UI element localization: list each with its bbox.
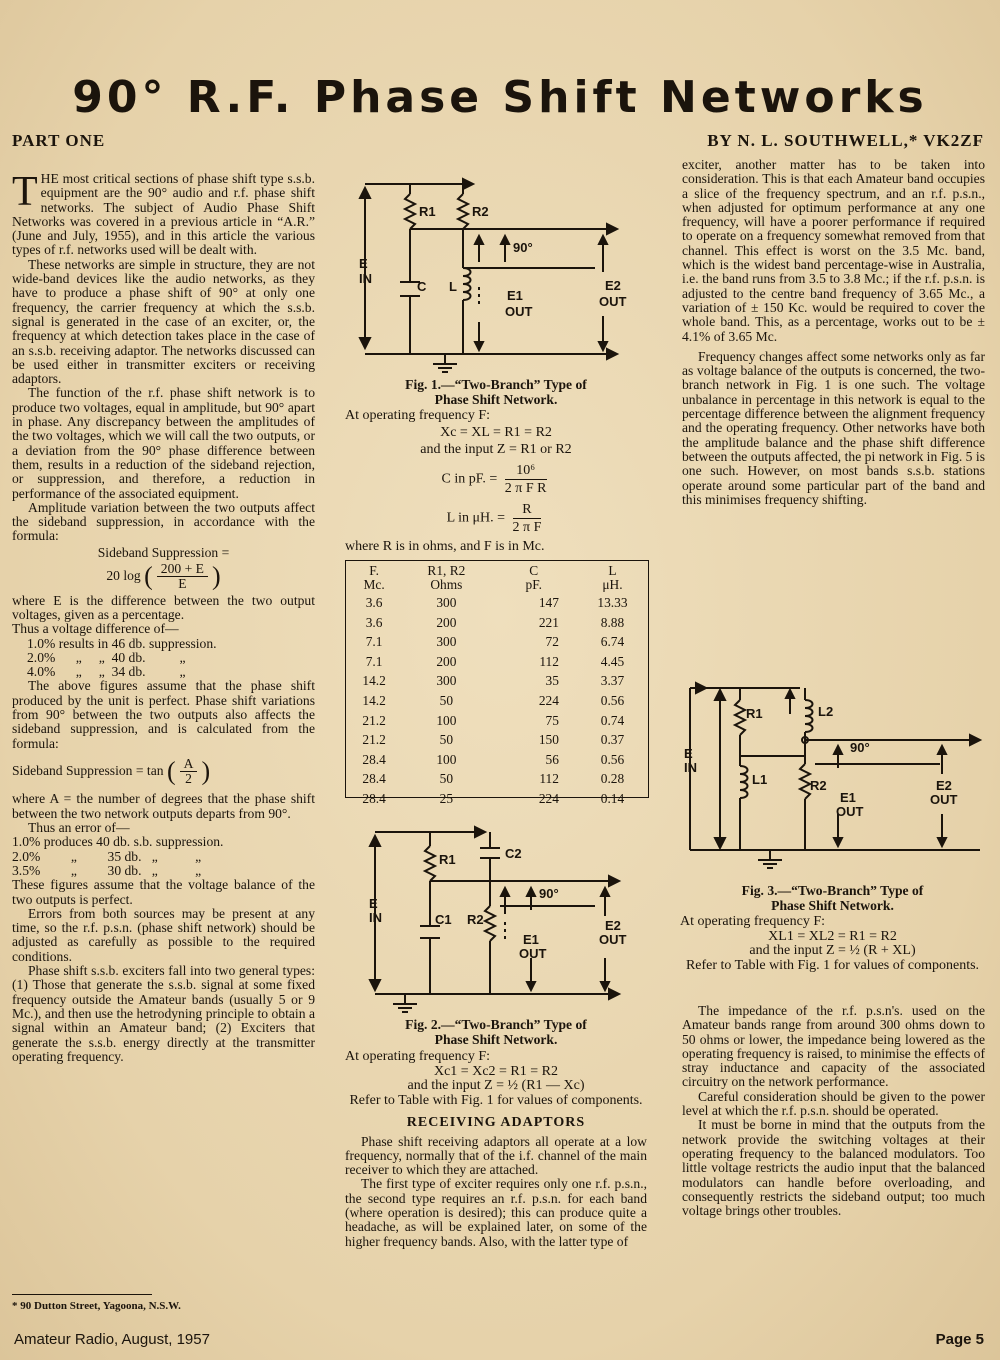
fig3-line: and the input Z = ½ (R + XL) bbox=[749, 943, 916, 958]
table-cell: 0.56 bbox=[600, 692, 625, 708]
table-cell: 200 bbox=[436, 653, 457, 669]
formula-numerator: A bbox=[180, 757, 198, 772]
table-header: L μH. bbox=[602, 563, 623, 592]
paragraph: THE most critical sections of phase shift type s.s.b. equipment are the 90° audio and r.f. phase shift networks. The subject of Audio Phase Shift Networks was covered in a previous article in “A.R.” (June and July, 1955), and in this article the various types of r.f. networks used will be dealt with. bbox=[12, 169, 315, 258]
paragraph: Careful consideration should be given to the power level at which the r.f. p.s.n. should be operated. bbox=[682, 1088, 985, 1119]
fig2-line: Xc1 = Xc2 = R1 = R2 bbox=[433, 1063, 558, 1079]
fig3-line: XL1 = XL2 = R1 = R2 bbox=[768, 928, 897, 944]
fig2-schematic bbox=[355, 818, 645, 1018]
table-cell: 0.14 bbox=[600, 790, 625, 806]
fig1-formula-l: L in μH. = $\frac{R}{\text{2 π F}}$ bbox=[446, 502, 542, 535]
table-row bbox=[346, 711, 648, 731]
table-cell: 0.37 bbox=[600, 732, 625, 748]
fig2-label-in: IN bbox=[369, 910, 382, 925]
table-cell: 0.56 bbox=[600, 751, 625, 767]
fig3-label-e2: E2 bbox=[936, 778, 952, 793]
table-row bbox=[346, 632, 648, 652]
table-cell: 28.4 bbox=[362, 751, 386, 767]
column-3-bottom bbox=[682, 1004, 985, 1218]
part-label: PART ONE bbox=[12, 131, 106, 150]
fig3-label-r2: R2 bbox=[810, 778, 827, 793]
table-cell: 3.6 bbox=[365, 595, 383, 610]
table-row bbox=[346, 613, 648, 633]
fig3-label-in: IN bbox=[684, 760, 697, 775]
fig2-label-e1: E1 bbox=[523, 932, 539, 947]
paragraph: Thus a voltage difference of— bbox=[12, 621, 179, 637]
fig1-line: Xc = XL = R1 = R2 bbox=[440, 425, 552, 440]
fig2-label-r2: R2 bbox=[467, 912, 484, 927]
table-cell: 6.74 bbox=[600, 634, 625, 650]
table-cell: 300 bbox=[436, 673, 457, 689]
drop-cap: T bbox=[12, 169, 38, 215]
fig1-label-e: E bbox=[359, 256, 368, 271]
fig2-label-r1: R1 bbox=[439, 852, 456, 867]
fig3-line: Refer to Table with Fig. 1 for values of components. bbox=[685, 957, 980, 973]
fig2-label-e: E bbox=[369, 896, 378, 911]
fig2-line: At operating frequency F: bbox=[345, 1049, 491, 1064]
fig3-label-deg: 90° bbox=[850, 740, 870, 755]
fig1-schematic bbox=[345, 172, 645, 380]
paragraph: The above figures assume that the phase shift produced by the unit is perfect. Phase shift variations from 90° between the two outputs also affects the sideband suppression, and is calculated from the formula: bbox=[12, 678, 315, 751]
fig2-label-c1: C1 bbox=[435, 912, 452, 927]
paragraph: The impedance of the r.f. p.s.n's. used on the Amateur bands range from around 300 ohms down to 50 ohms or lower, the impedance being lowered as the operating frequency is raised, to minimise the effects of stray inductance and capacity of the associated circuitry on the network performance. bbox=[682, 1003, 985, 1090]
paragraph: Amplitude variation between the two outputs affect the sideband suppression, in accordance with the formula: bbox=[12, 499, 315, 544]
table-row bbox=[346, 730, 648, 750]
paragraph: These networks are simple in structure, they are not wide-band devices like the audio networks, as they have to produce a phase shift of 90° at only one frequency, the carrier frequency at which the s.s.b. signal is generated in the case of an exciter, or, the frequency at which detection takes place in the case of an s.s.b. receiving adaptor. The networks discussed can be used either in transmitter exciters or receiving adaptors. bbox=[12, 256, 315, 387]
paragraph: Thus an error of— bbox=[28, 820, 130, 836]
table-cell: 100 bbox=[436, 751, 457, 767]
fig3-label-out2: OUT bbox=[930, 792, 958, 807]
table-cell: 150 bbox=[538, 732, 559, 748]
db-row: 4.0% „ „ 34 db. „ bbox=[27, 664, 186, 680]
db-row: 2.0% „ 35 db. „ „ bbox=[12, 848, 202, 864]
paragraph: where E is the difference between the two output voltages, given as a percentage. bbox=[12, 592, 315, 622]
table-row bbox=[346, 789, 648, 809]
fig2-label-out1: OUT bbox=[519, 946, 547, 961]
fig1-line: At operating frequency F: bbox=[345, 408, 491, 423]
footer-page-number: Page 5 bbox=[935, 1331, 984, 1348]
table-cell: 14.2 bbox=[362, 673, 386, 689]
db-row: 1.0% produces 40 db. s.b. suppression. bbox=[12, 834, 224, 850]
table-cell: 8.88 bbox=[600, 614, 625, 630]
footnote: * 90 Dutton Street, Yagoona, N.S.W. bbox=[12, 1300, 181, 1312]
paragraph: where A = the number of degrees that the phase shift between the two network outputs departs from 90°. bbox=[12, 791, 315, 821]
fig2-line: and the input Z = ½ (R1 — Xc) bbox=[407, 1078, 585, 1093]
fig1-label-r1: R1 bbox=[419, 204, 436, 219]
fig2-line: Refer to Table with Fig. 1 for values of components. bbox=[349, 1092, 643, 1108]
fig3-line: At operating frequency F: bbox=[680, 914, 826, 929]
article-title: 90° R.F. Phase Shift Networks bbox=[72, 72, 928, 123]
fig2-text bbox=[345, 1018, 647, 1249]
table-cell: 7.1 bbox=[365, 634, 383, 650]
table-cell: 7.1 bbox=[365, 653, 383, 669]
component-table bbox=[345, 560, 649, 806]
table-cell: 50 bbox=[439, 732, 454, 748]
paragraph: exciter, another matter has to be taken into consideration. This is that each Amateur band occupies a slice of the frequency spectrum, and an r.f. p.s.n., when adjusted for optimum performance at any one frequency, will have a poorer performance if required to operate on a frequency somewhat removed from that channel. This effect is worst on the 3.5 Mc. band, which is the widest band percentage-wise in Australia, i.e. the band runs from 3.5 to 3.8 Mc.; if the r.f. p.s.n. is adjusted to the centre band frequency of 3.65 Mc., a variation of ± 150 Kc. would be required to cover the whole band. This, as a percentage, works out to be ± 4.1% of 3.65 Mc. bbox=[682, 157, 985, 344]
column-3-top bbox=[682, 158, 985, 507]
formula-amplitude: Sideband Suppression = 20 log ( $\frac{200 + E}{E}$ ) bbox=[12, 546, 315, 592]
table-cell: 50 bbox=[439, 771, 454, 787]
table-cell: 0.74 bbox=[600, 712, 625, 728]
table-row bbox=[346, 671, 648, 691]
fig2-label-c2: C2 bbox=[505, 846, 522, 861]
table-cell: 25 bbox=[439, 790, 454, 806]
table-row bbox=[346, 652, 648, 672]
table-cell: 224 bbox=[538, 790, 559, 806]
table-cell: 200 bbox=[436, 614, 457, 630]
fig1-label-deg: 90° bbox=[513, 240, 533, 255]
db-row: 1.0% results in 46 db. suppression. bbox=[27, 635, 217, 651]
paragraph: These figures assume that the voltage balance of the two outputs is perfect. bbox=[12, 877, 315, 907]
paragraph: The first type of exciter requires only one r.f. p.s.n., the second type requires an r.f. p.s.n. for each band (where operation is desired); this can produce quite a headache, as will be explained later, on some of the higher frequency bands. Also, with the latter type of bbox=[345, 1176, 647, 1249]
formula-label: Sideband Suppression = bbox=[97, 544, 230, 560]
formula-phase: Sideband Suppression = tan ( $\frac{A}{2}$ ) bbox=[12, 755, 211, 787]
table-cell: 300 bbox=[436, 634, 457, 650]
paragraph: Errors from both sources may be present at any time, so the r.f. p.s.n. (phase shift network) should be adjusted as carefully as possible to the required conditions. bbox=[12, 905, 315, 964]
column-1 bbox=[12, 169, 315, 1064]
fig3-label-out1: OUT bbox=[836, 804, 864, 819]
footer-publication: Amateur Radio, August, 1957 bbox=[14, 1331, 210, 1348]
table-cell: 21.2 bbox=[362, 732, 386, 748]
fig1-text bbox=[345, 378, 647, 555]
fig1-formula-c: C in pF. = $\frac{\text{10⁶}}{\text{2 π F R}}$ bbox=[441, 463, 547, 496]
db-row: 2.0% „ „ 40 db. „ bbox=[27, 649, 186, 665]
table-cell: 3.37 bbox=[600, 673, 625, 689]
table-cell: 224 bbox=[538, 692, 559, 708]
paragraph: It must be borne in mind that the outputs from the network provide the switching voltages at their operating frequency to the balanced modulators. Too little voltage restricts the audio input that the balanced modulators can handle before overloading, and consequently restricts the sideband output; too much voltage brings other troubles. bbox=[682, 1117, 985, 1219]
table-row bbox=[346, 691, 648, 711]
fig2-label-e2: E2 bbox=[605, 918, 621, 933]
table-cell: 13.33 bbox=[597, 595, 628, 610]
db-table-2 bbox=[12, 835, 315, 878]
fig1-label-out1: OUT bbox=[505, 304, 533, 319]
formula-denominator: 2 bbox=[185, 771, 192, 787]
fig1-caption: Fig. 1.—“Two-Branch” Type of Phase Shift Network. bbox=[405, 377, 587, 407]
paragraph: The function of the r.f. phase shift network is to produce two voltages, equal in amplitude, but 90° apart in phase. Any discrepancy between the amplitudes of the two voltages, which we will call the two outputs, or a deviation from the 90° phase difference between them, results in a reduction of the sideband rejection, or suppression, and therefore, a reduction in performance of the associated equipment. bbox=[12, 385, 315, 501]
fig3-schematic bbox=[680, 674, 990, 880]
paragraph: Phase shift receiving adaptors all operate at a low frequency, normally that of the i.f. channel of the main receiver to which they are attached. bbox=[345, 1133, 647, 1178]
footnote-rule bbox=[12, 1294, 152, 1295]
fig2-label-out2: OUT bbox=[599, 932, 627, 947]
section-heading: RECEIVING ADAPTORS bbox=[406, 1115, 586, 1130]
db-row: 3.5% „ 30 db. „ „ bbox=[12, 862, 202, 878]
table-cell: 147 bbox=[538, 595, 559, 610]
fig1-label-out2: OUT bbox=[599, 294, 627, 309]
fig1-label-c: C bbox=[417, 279, 427, 294]
table-cell: 28.4 bbox=[362, 790, 386, 806]
table-cell: 4.45 bbox=[600, 653, 625, 669]
table-header: F. Mc. bbox=[363, 563, 385, 592]
fig2-caption: Fig. 2.—“Two-Branch” Type of Phase Shift Network. bbox=[405, 1017, 587, 1047]
fig2-label-deg: 90° bbox=[539, 886, 559, 901]
fig1-label-in: IN bbox=[359, 271, 372, 286]
paragraph: Phase shift s.s.b. exciters fall into two general types: (1) Those that generate the s.s.b. signal at some fixed frequency outside the Amateur bands (usually 5 or 9 Mc.), and then use the hetrodyning principle to obtain a signal within an Amateur band; (2) Exciters that generate the s.s.b. energy directly at the transmitter operating frequency. bbox=[12, 963, 315, 1064]
formula-numerator: 200 + E bbox=[157, 562, 208, 577]
table-header: C pF. bbox=[525, 563, 542, 592]
fig1-line: and the input Z = R1 or R2 bbox=[420, 442, 572, 457]
table-cell: 35 bbox=[545, 673, 559, 689]
table-row bbox=[346, 750, 648, 770]
table-cell: 28.4 bbox=[362, 771, 386, 787]
table-cell: 221 bbox=[538, 614, 559, 630]
table-cell: 3.6 bbox=[365, 614, 383, 630]
fig1-label-l: L bbox=[449, 279, 457, 294]
table-header: R1, R2 Ohms bbox=[427, 563, 466, 592]
table-cell: 14.2 bbox=[362, 692, 386, 708]
fig3-label-e: E bbox=[684, 746, 693, 761]
table-cell: 56 bbox=[545, 751, 559, 767]
table-cell: 75 bbox=[545, 712, 559, 728]
table-cell: 112 bbox=[539, 771, 559, 787]
table-cell: 112 bbox=[539, 653, 559, 669]
fig3-label-l1: L1 bbox=[752, 772, 768, 787]
fig1-label-r2: R2 bbox=[472, 204, 489, 219]
fig3-label-r1: R1 bbox=[746, 706, 763, 721]
paragraph: Frequency changes affect some networks only as far as voltage balance of the outputs is concerned, the two-branch network in Fig. 1 is one such. The voltage unbalance in percentage in this network is equal to the percentage difference between the alignment frequency and the operating frequency. Other networks have both the amplitude balance and the phase shift difference between the outputs affected, the pi network in Fig. 5 is one such. However, on most bands s.s.b. stations operate around some particular part of the band and this minimises frequency shifting. bbox=[682, 348, 985, 507]
table-cell: 100 bbox=[436, 712, 457, 728]
fig1-label-e2: E2 bbox=[605, 278, 621, 293]
fig3-label-e1: E1 bbox=[840, 790, 856, 805]
fig1-label-e1: E1 bbox=[507, 288, 523, 303]
table-cell: 72 bbox=[545, 634, 559, 650]
table-cell: 0.28 bbox=[600, 771, 625, 787]
formula-term: 20 log bbox=[106, 567, 141, 583]
fig1-line: where R is in ohms, and F is in Mc. bbox=[345, 539, 545, 554]
db-table-1 bbox=[12, 637, 315, 680]
table-cell: 300 bbox=[436, 595, 457, 610]
table-cell: 21.2 bbox=[362, 712, 386, 728]
table-row bbox=[346, 769, 648, 789]
fig3-caption: Fig. 3.—“Two-Branch” Type of Phase Shift Network. bbox=[741, 883, 924, 913]
fig3-text bbox=[680, 884, 985, 973]
table-row bbox=[346, 593, 648, 613]
byline: BY N. L. SOUTHWELL,* VK2ZF bbox=[707, 131, 984, 150]
fig3-label-l2: L2 bbox=[818, 704, 834, 719]
formula-label: Sideband Suppression = tan bbox=[12, 762, 164, 778]
formula-denominator: E bbox=[178, 576, 187, 592]
table-cell: 50 bbox=[439, 692, 454, 708]
